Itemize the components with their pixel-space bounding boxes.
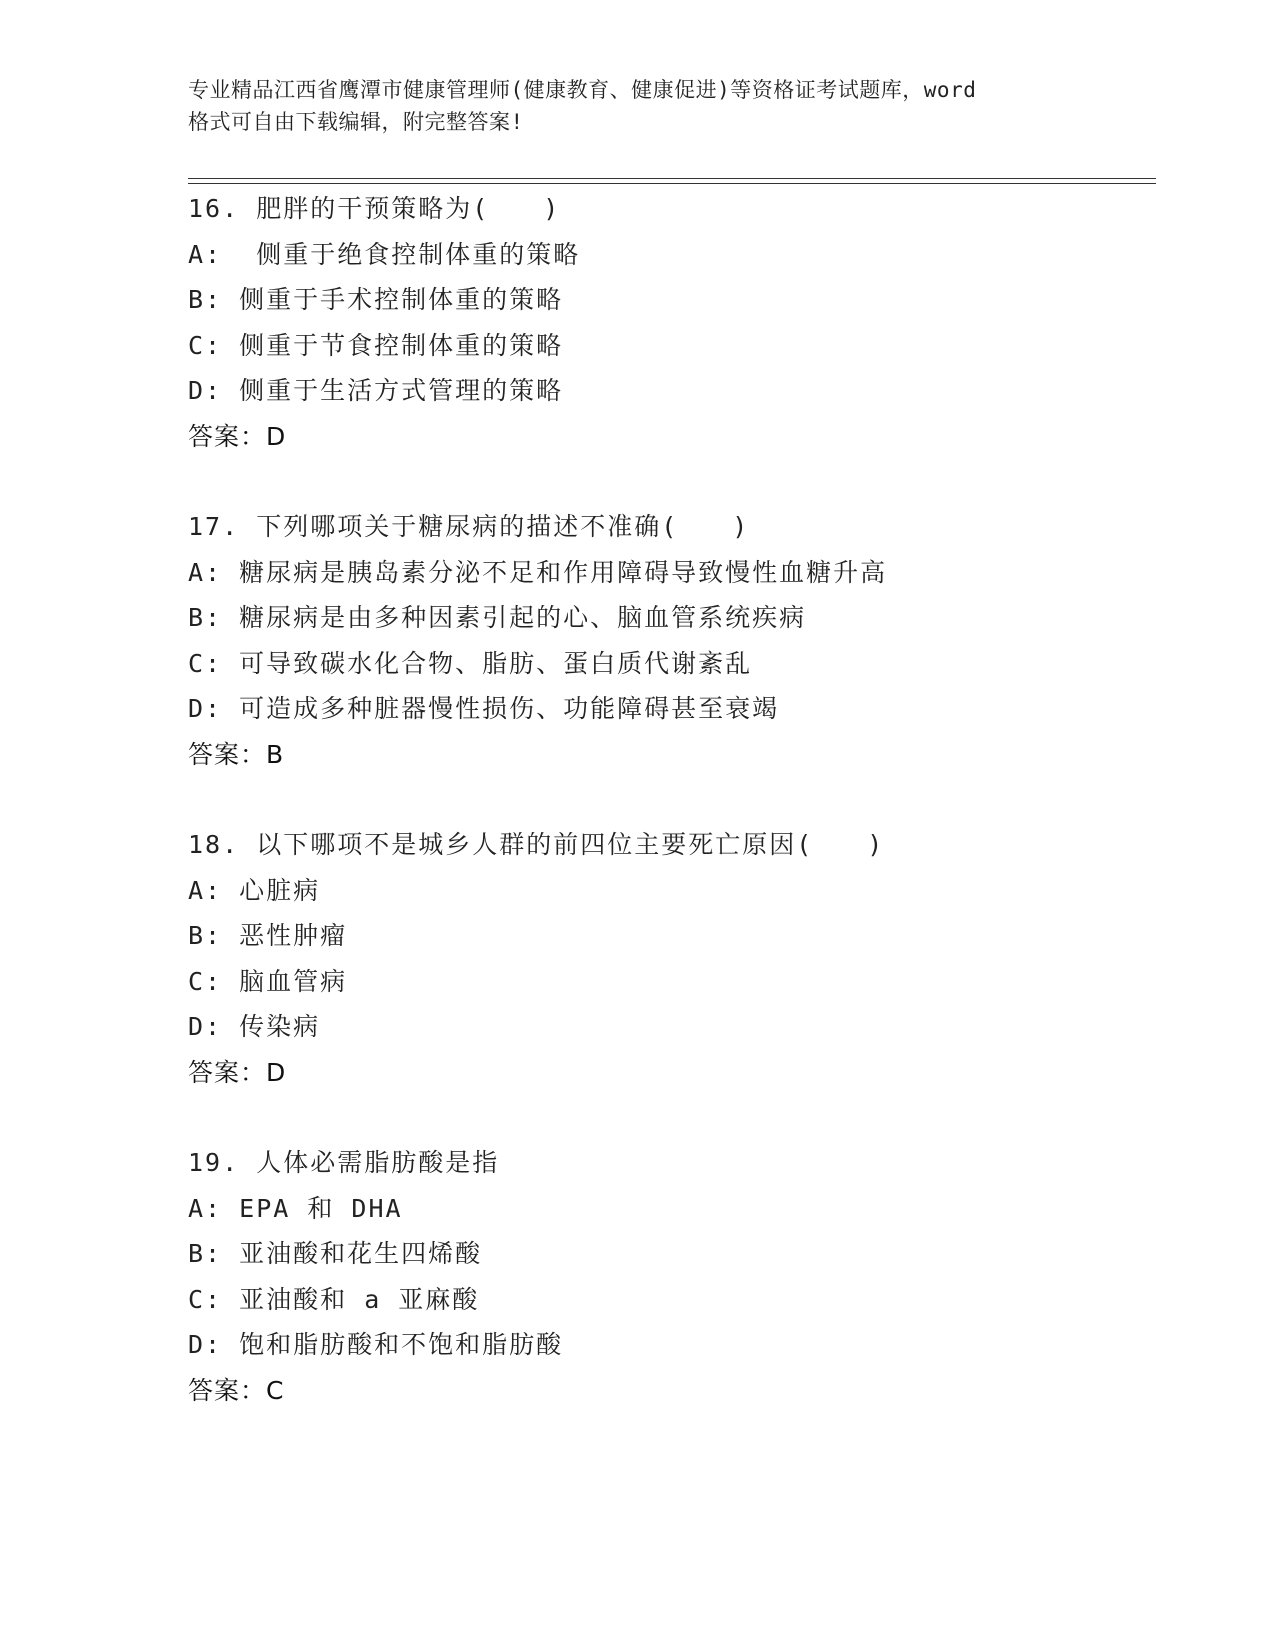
question-list [188,186,1148,1458]
option-a: A: 糖尿病是胰岛素分泌不足和作用障碍导致慢性血糖升高 [188,557,888,587]
option-b: B: 侧重于手术控制体重的策略 [188,285,564,314]
question-19 [188,1140,1148,1413]
option-a: A: 心脏病 [188,875,321,905]
option-c: C: 脑血管病 [188,966,348,996]
question-stem: 16. 肥胖的干预策略为( ) [188,194,561,223]
option-d: D: 饱和脂肪酸和不饱和脂肪酸 [188,1330,564,1359]
option-c: C: 侧重于节食控制体重的策略 [188,330,564,360]
header-divider-top [188,178,1156,179]
option-d: D: 可造成多种脏器慢性损伤、功能障碍甚至衰竭 [188,694,780,723]
answer-line: 答案：D [188,421,287,451]
question-stem: 18. 以下哪项不是城乡人群的前四位主要死亡原因( ) [188,830,885,859]
question-stem: 17. 下列哪项关于糖尿病的描述不准确( ) [188,512,750,541]
document-header [188,74,1088,138]
option-b: B: 糖尿病是由多种因素引起的心、脑血管系统疾病 [188,603,807,632]
question-16 [188,186,1148,459]
option-d: D: 传染病 [188,1012,321,1041]
option-c: C: 可导致碳水化合物、脂肪、蛋白质代谢紊乱 [188,648,753,678]
option-a: A: EPA 和 DHA [188,1193,403,1223]
question-18 [188,822,1148,1095]
answer-line: 答案：B [188,739,285,769]
option-b: B: 恶性肿瘤 [188,921,348,950]
header-line-1: 专业精品江西省鹰潭市健康管理师(健康教育、健康促进)等资格证考试题库，word [188,78,977,102]
answer-line: 答案：D [188,1057,287,1087]
option-c: C: 亚油酸和 a 亚麻酸 [188,1284,480,1314]
question-17 [188,504,1148,777]
question-stem: 19. 人体必需脂肪酸是指 [188,1148,500,1177]
option-a: A: 侧重于绝食控制体重的策略 [188,239,581,269]
header-divider-bottom [188,183,1156,184]
answer-line: 答案：C [188,1375,285,1405]
option-d: D: 侧重于生活方式管理的策略 [188,376,564,405]
header-line-2: 格式可自由下载编辑，附完整答案! [188,110,524,134]
option-b: B: 亚油酸和花生四烯酸 [188,1239,483,1268]
